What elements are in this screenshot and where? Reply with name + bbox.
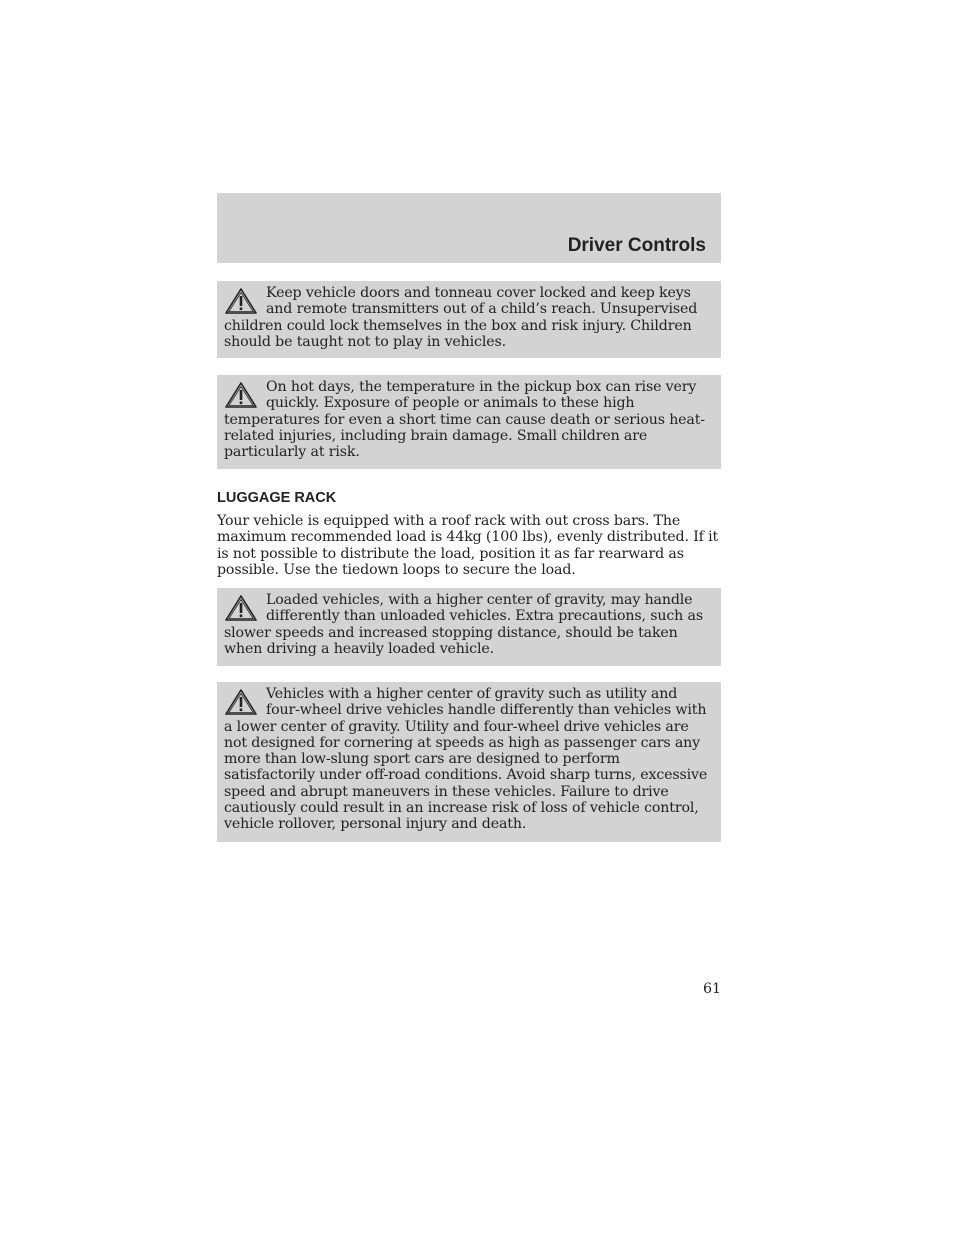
warning-triangle-icon: [224, 287, 258, 315]
warning-box-loaded-vehicles: [217, 588, 721, 666]
warning-triangle-icon: [224, 688, 258, 716]
warning-text: Vehicles with a higher center of gravity such as utility and four-wheel drive vehicles handle differently than vehicles with a lower center of gravity. Utility and four-wheel drive vehicles are not designed for cornering at speeds as high as passenger cars any more than low-slung sport cars are designed to perform satisfactorily under off-road conditions. Avoid sharp turns, excessive speed and abrupt maneuvers in these vehicles. Failure to drive cautiously could result in an increase risk of loss of vehicle control, vehicle rollover, personal injury and death.: [224, 686, 708, 833]
warning-box-hot-days: [217, 375, 721, 469]
warning-triangle-icon: [224, 381, 258, 409]
page-number: 61: [702, 981, 721, 997]
section-body: Your vehicle is equipped with a roof rack with out cross bars. The maximum recommended load is 44kg (100 lbs), evenly distributed. If it is not possible to distribute the load, position it as far rearward as possible. Use the tiedown loops to secure the load.: [217, 513, 719, 578]
warning-text: On hot days, the temperature in the pickup box can rise very quickly. Exposure of people or animals to these high temperatures for even a short time can cause death or serious heat-related injuries, including brain damage. Small children are particularly at risk.: [224, 379, 705, 461]
warning-text: Keep vehicle doors and tonneau cover locked and keep keys and remote transmitters out of a child’s reach. Unsupervised children could lock themselves in the box and risk injury. Children should be taught not to play in vehicles.: [224, 285, 698, 350]
warning-box-child-safety: [217, 281, 721, 358]
warning-text: Loaded vehicles, with a higher center of gravity, may handle differently than unloaded vehicles. Extra precautions, such as slower speeds and increased stopping distance, should be taken when driving a heavily loaded vehicle.: [224, 592, 703, 657]
warning-box-center-of-gravity: [217, 682, 721, 842]
chapter-header: [217, 193, 721, 263]
section-heading: LUGGAGE RACK: [217, 490, 337, 506]
warning-triangle-icon: [224, 594, 258, 622]
chapter-title: Driver Controls: [567, 235, 706, 256]
